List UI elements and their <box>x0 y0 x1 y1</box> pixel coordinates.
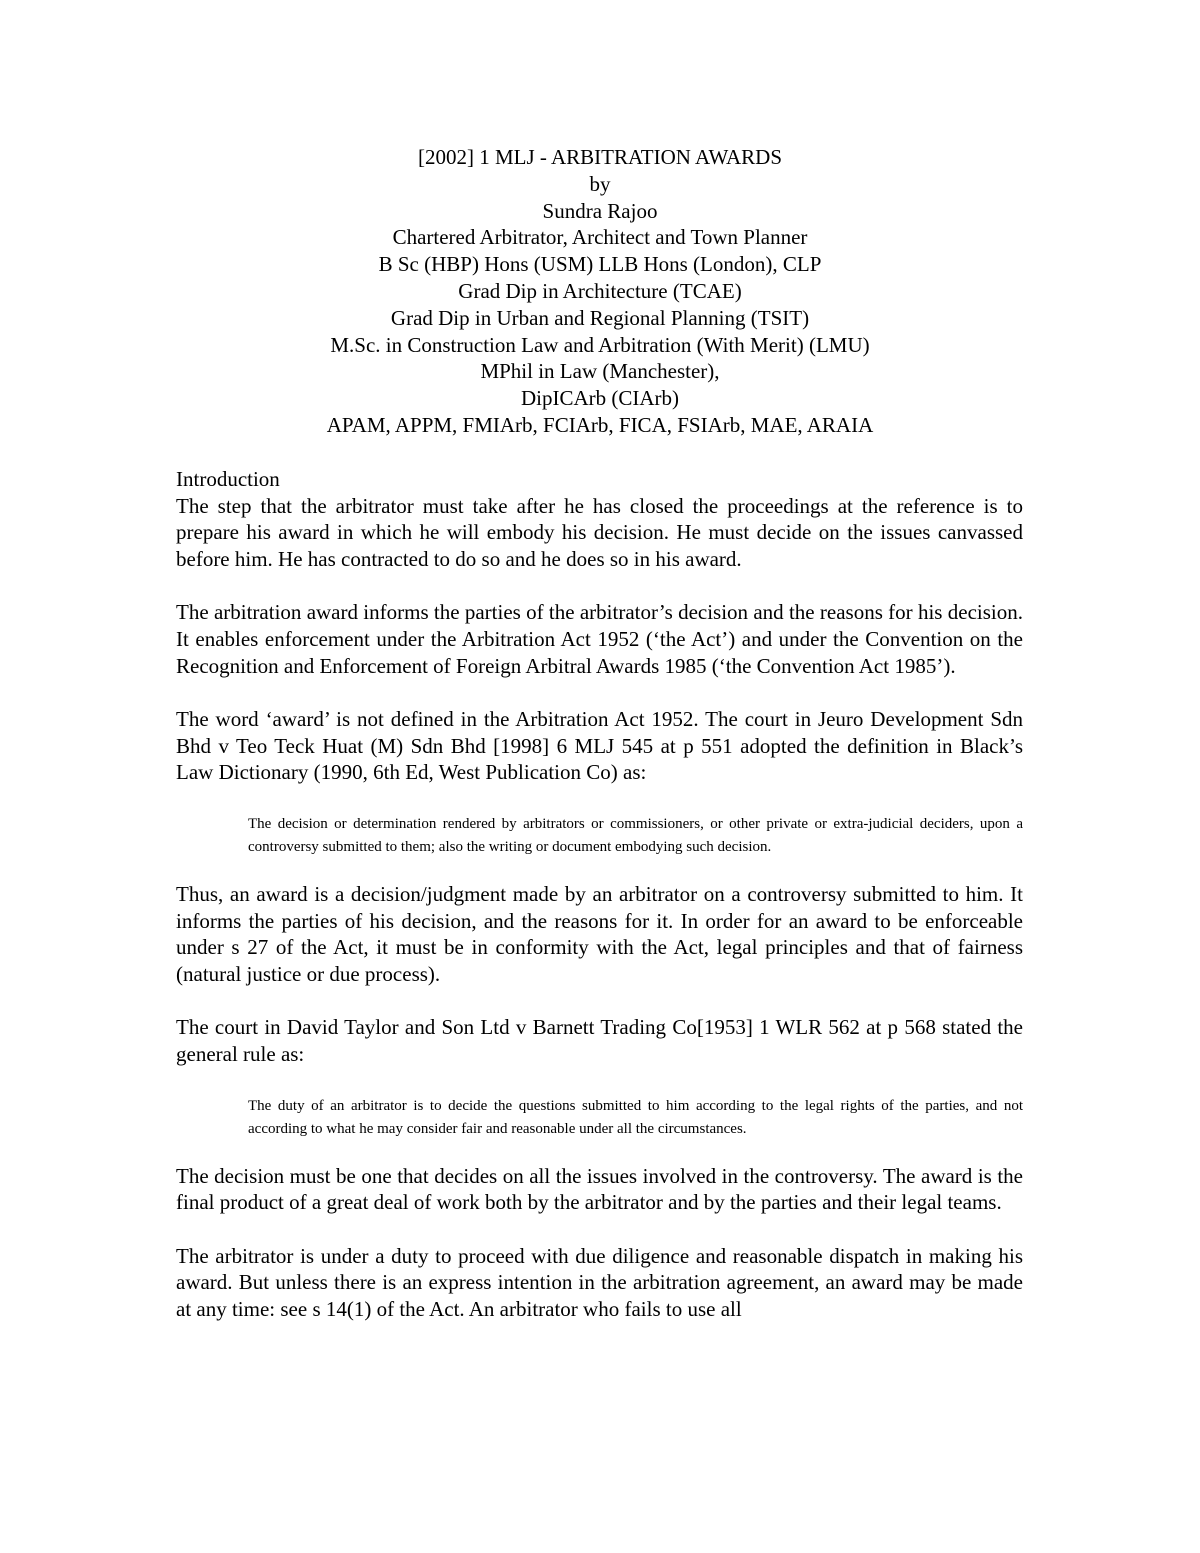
credential-line: M.Sc. in Construction Law and Arbitration (With Merit) (LMU) <box>330 332 870 357</box>
author-name: Sundra Rajoo <box>542 198 658 223</box>
credential-line: MPhil in Law (Manchester), <box>480 359 720 384</box>
body-paragraph: The court in David Taylor and Son Ltd v Barnett Trading Co[1953] 1 WLR 562 at p 568 stated the general rule as: <box>176 1015 1023 1066</box>
body-paragraph: The arbitration award informs the parties of the arbitrator’s decision and the reasons for his decision. It enables enforcement under the Arbitration Act 1952 (‘the Act’) and under the Convention on the Recognition and Enforcement of Foreign Arbitral Awards 1985 (‘the Convention Act 1985’). <box>176 600 1023 678</box>
credential-line: Grad Dip in Architecture (TCAE) <box>458 278 742 303</box>
document-header <box>150 144 1050 439</box>
block-quote: The duty of an arbitrator is to decide the questions submitted to him according to the legal rights of the parties, and not according to what he may consider fair and reasonable under all the circumstances. <box>248 1097 1023 1137</box>
document-body <box>176 466 1023 1349</box>
credential-line: Chartered Arbitrator, Architect and Town Planner <box>392 225 808 250</box>
section-heading: Introduction <box>176 467 280 491</box>
body-paragraph: Thus, an award is a decision/judgment made by an arbitrator on a controversy submitted to him. It informs the parties of his decision, and the reasons for it. In order for an award to be enforceable under s 27 of the Act, it must be in conformity with the Act, legal principles and that of fairness (natural justice or due process). <box>176 881 1023 986</box>
body-paragraph: The decision must be one that decides on all the issues involved in the controversy. The award is the final product of a great deal of work both by the arbitrator and by the parties and their legal teams. <box>176 1163 1023 1215</box>
body-paragraph: The step that the arbitrator must take after he has closed the proceedings at the reference is to prepare his award in which he will embody his decision. He must decide on the issues canvassed before him. He has contracted to do so and he does so in his award. <box>176 493 1023 571</box>
body-paragraph: The word ‘award’ is not defined in the Arbitration Act 1952. The court in Jeuro Development Sdn Bhd v Teo Teck Huat (M) Sdn Bhd [1998] 6 MLJ 545 at p 551 adopted the definition in Black’s Law Dictionary (1990, 6th Ed, West Publication Co) as: <box>176 707 1023 785</box>
document-title: [2002] 1 MLJ - ARBITRATION AWARDS <box>417 145 783 169</box>
credential-line: Grad Dip in Urban and Regional Planning (TSIT) <box>390 305 810 330</box>
body-paragraph: The arbitrator is under a duty to proceed with due diligence and reasonable dispatch in making his award. But unless there is an express intention in the arbitration agreement, an award may be made at any time: see s 14(1) of the Act. An arbitrator who fails to use all <box>176 1243 1023 1321</box>
credential-line: B Sc (HBP) Hons (USM) LLB Hons (London), CLP <box>378 252 822 277</box>
credential-line: APAM, APPM, FMIArb, FCIArb, FICA, FSIArb, MAE, ARAIA <box>326 412 874 437</box>
block-quote: The decision or determination rendered by arbitrators or commissioners, or other private or extra-judicial deciders, upon a controversy submitted to them; also the writing or document embodying such decision. <box>248 815 1023 855</box>
byline-by: by <box>589 171 611 196</box>
credential-line: DipICArb (CIArb) <box>520 386 680 411</box>
